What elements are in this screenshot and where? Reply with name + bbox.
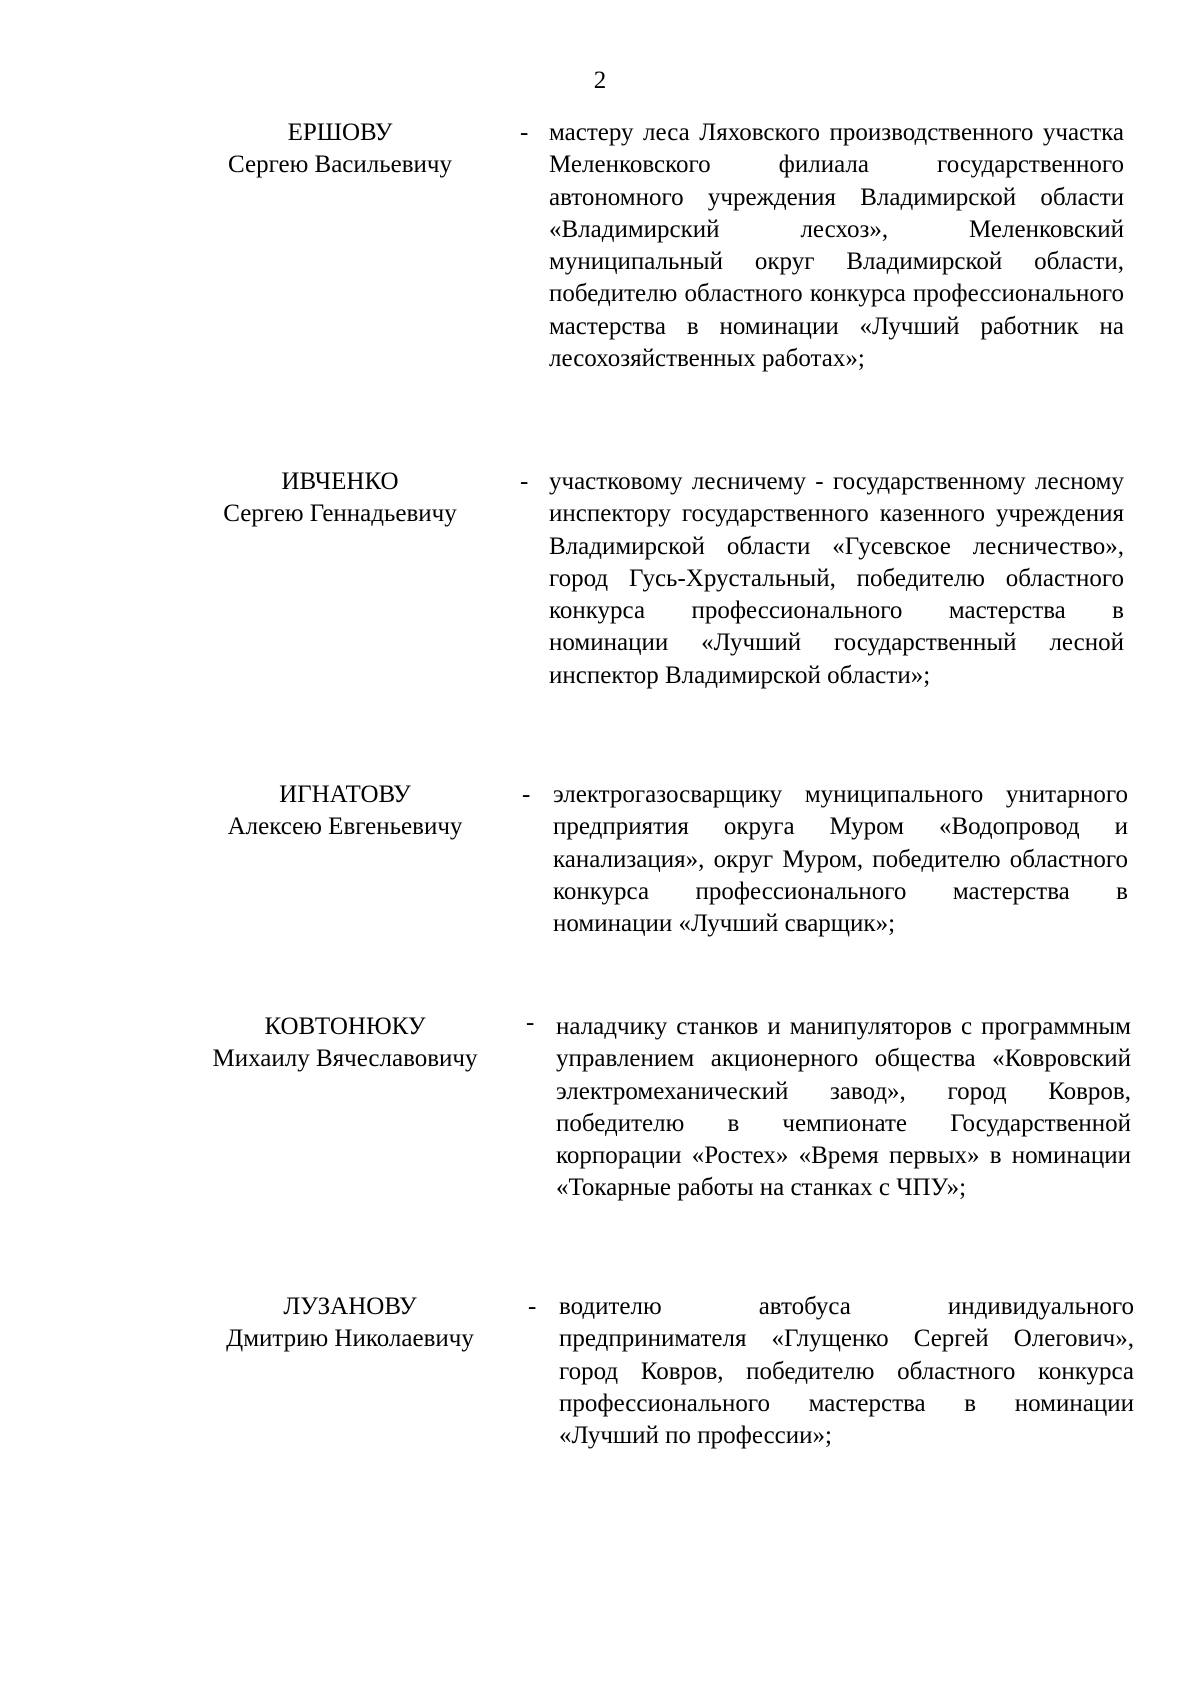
person-surname: ЕРШОВУ [287, 119, 393, 146]
entry-dash: - [520, 468, 529, 495]
person-surname: ИВЧЕНКО [281, 468, 399, 495]
person-name [175, 466, 505, 530]
page-number: 2 [593, 67, 607, 94]
person-given-names: Сергею Васильевичу [228, 151, 452, 178]
entry-dash: - [528, 1293, 537, 1320]
person-given-names: Алексею Евгеньевичу [227, 813, 463, 840]
person-surname: ЛУЗАНОВУ [283, 1293, 417, 1320]
person-name [185, 1291, 515, 1355]
person-surname: КОВТОНЮКУ [264, 1013, 426, 1040]
entry-dash: - [522, 781, 531, 808]
person-given-names: Михаилу Вячеславовичу [212, 1045, 478, 1072]
person-given-names: Дмитрию Николаевичу [226, 1325, 474, 1352]
award-description: водителю автобуса индивидуального предпринимателя «Глущенко Сергей Олегович», город Ковров, победителю областного конкурса профессионального мастерства в номинации «Лучший по профессии»; [559, 1293, 1134, 1450]
person-given-names: Сергею Геннадьевичу [223, 500, 457, 527]
award-description: наладчику станков и манипуляторов с программным управлением акционерного общества «Ковровский электромеханический завод», город Ковров, победителю в чемпионате Государственной корпорации «Ростех» «Время первых» в номинации «Токарные работы на станках с ЧПУ»; [556, 1013, 1131, 1202]
person-surname: ИГНАТОВУ [279, 781, 411, 808]
award-description: участковому лесничему - государственному лесному инспектору государственного казенного учреждения Владимирской области «Гусевское лесничество», город Гусь-Хрустальный, победителю областного конкурса профессионального мастерства в номинации «Лучший государственный лесной инспектор Владимирской области»; [549, 468, 1124, 689]
person-name [180, 1011, 510, 1075]
award-description: электрогазосварщику муниципального унитарного предприятия округа Муром «Водопровод и канализация», округ Муром, победителю областного конкурса профессионального мастерства в номинации «Лучший сварщик»; [553, 781, 1128, 938]
entry-dash: - [526, 1009, 535, 1036]
person-name [180, 779, 510, 843]
person-name [175, 117, 505, 181]
award-description: мастеру леса Ляховского производственного участка Меленковского филиала государственного автономного учреждения Владимирской области «Владимирский лесхоз», Меленковский муниципальный округ Владимирской области, победителю областного конкурса профессионального мастерства в номинации «Лучший работник на лесохозяйственных работах»; [549, 119, 1124, 373]
entry-dash: - [520, 119, 529, 146]
